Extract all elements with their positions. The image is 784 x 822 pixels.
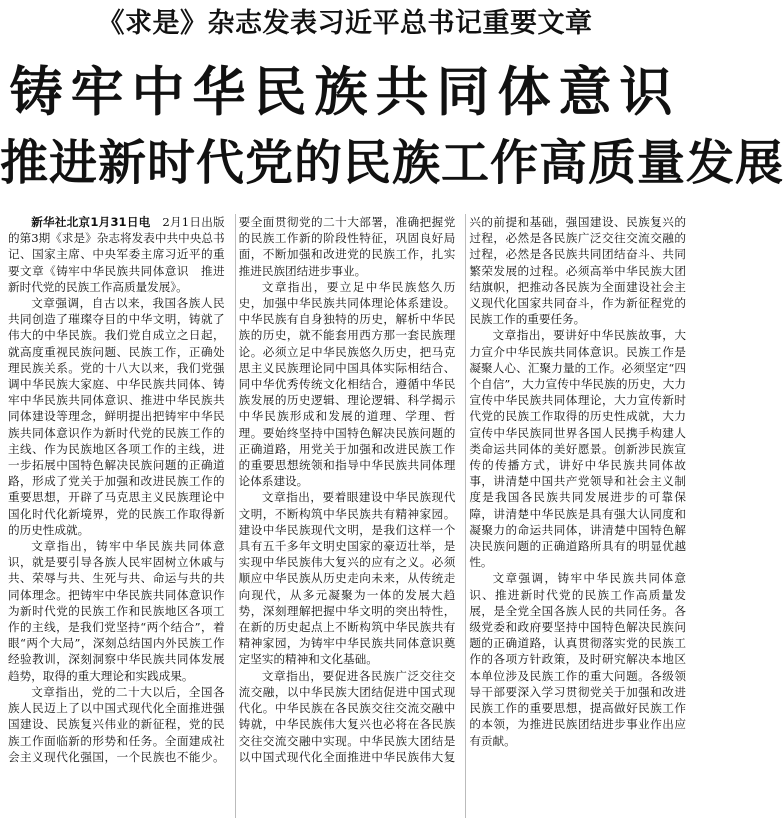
dateline: 新华社北京1月31日电 (31, 215, 151, 229)
article-body (8, 214, 686, 818)
article-paragraph: 文章强调，自古以来，我国各族人民共同创造了璀璨夺目的中华文明，铸就了伟大的中华民族。我们党自成立之日起，就高度重视民族问题、民族工作，正确处理民族关系。党的十八大以来，我们党强调中华民族大家庭、中华民族共同体、铸牢中华民族共同体意识、推进中华民族共同体建设等理念，鲜明提出把铸牢中华民族共同体意识作为新时代党的民族工作的主线、作为民族地区各项工作的主线，进一步拓展中国特色解决民族问题的正确道路，形成了党关于加强和改进民族工作的重要思想，开辟了马克思主义民族理论中国化时代化新境界，党的民族工作取得新的历史性成就。 (8, 296, 225, 537)
article-paragraph: 新华社北京1月31日电 2月1日出版的第3期《求是》杂志将发表中共中央总书记、国家主席、中央军委主席习近平的重要文章《铸牢中华民族共同体意识 推进新时代党的民族工作高质量发展》。 (8, 215, 225, 294)
headline-line-1: 铸牢中华民族共同体意识 (9, 62, 681, 123)
kicker-line: 《求是》杂志发表习近平总书记重要文章 (97, 8, 593, 39)
headline-line-2: 推进新时代党的民族工作高质量发展 (0, 135, 784, 191)
article-paragraph: 文章指出，要着眼建设中华民族现代文明，不断构筑中华民族共有精神家园。建设中华民族现代文明，是我们这样一个具有五千多年文明史国家的豪迈壮举，是实现中华民族伟大复兴的应有之义。必须顺应中华民族从历史走向未来，从传统走向现代，从多元凝聚为一体的发展大趋势，深刻理解把握中华文明的突出特性，在新的历史起点上不断构筑中华民族共有精神家园，为铸牢中华民族共同体意识奠定坚实的精神和文化基础。 (238, 490, 456, 667)
article-paragraph: 文章指出，铸牢中华民族共同体意识，就是要引导各族人民牢固树立休戚与共、荣辱与共、生死与共、命运与共的共同体理念。把铸牢中华民族共同体意识作为新时代党的民族工作和民族地区各项工作的主线，是我们党坚持“两个结合”，着眼“两个大局”，深刻总结国内外民族工作经验教训，深刻洞察中华民族共同体发展趋势，取得的重大理论和实践成果。 (8, 539, 225, 683)
article-paragraph: 文章指出，党的二十大以后，全国各族人民迈上了以中国式现代化全面推进强国建设、民族复兴伟业的新征程，党的民族工作面临新的形势和任务。全面建成社会主义现代化强国，一个民族也不能少。要全面贯彻党的二十大部署，准确把握党的民族工作新的阶段性特征，巩固良好局面，不断加强和改进党的民族工作，扎实推进民族团结进步事业。 (8, 215, 456, 764)
article-paragraph: 文章指出，要讲好中华民族故事，大力宣介中华民族共同体意识。民族工作是凝聚人心、汇聚力量的工作。必须坚定“四个自信”，大力宣传中华民族的历史，大力宣传中华民族共同体理论，大力宣传新时代党的民族工作取得的历史性成就，大力宣传中华民族同世界各国人民携手构建人类命运共同体的美好愿景。创新涉民族宣传的传播方式，讲好中华民族共同体故事，讲清楚中国共产党领导和社会主义制度是我国各民族共同发展进步的可靠保障，讲清楚中华民族是具有强大认同度和凝聚力的命运共同体，讲清楚中国特色解决民族问题的正确道路所具有的明显优越性。 (469, 328, 686, 570)
article-paragraph: 文章指出，要促进各民族广泛交往交流交融，以中华民族大团结促进中国式现代化。中华民族在各民族交往交流交融中铸就，中华民族伟大复兴也必将在各民族交往交流交融中实现。中华民族大团结是以中国式现代化全面推进中华民族伟大复兴的前提和基础，强国建设、民族复兴的过程，必然是各民族广泛交往交流交融的过程，必然是各民族共同团结奋斗、共同繁荣发展的过程。必须高举中华民族大团结旗帜，把推动各民族为全面建设社会主义现代化国家共同奋斗，作为新征程党的民族工作的重要任务。 (238, 215, 686, 764)
article-paragraph: 文章指出，要立足中华民族悠久历史，加强中华民族共同体理论体系建设。中华民族有自身独特的历史，解析中华民族的历史，就不能套用西方那一套民族理论。必须立足中华民族悠久历史，把马克思主义民族理论同中国具体实际相结合、同中华优秀传统文化相结合，遵循中华民族发展的历史逻辑、理论逻辑、科学揭示中华民族形成和发展的道理、学理、哲理。要始终坚持中国特色解决民族问题的正确道路，用党关于加强和改进民族工作的重要思想统领和指导中华民族共同体理论体系建设。 (238, 279, 456, 489)
article-paragraph: 文章强调，铸牢中华民族共同体意识、推进新时代党的民族工作高质量发展，是全党全国各族人民的共同任务。各级党委和政府要坚持中国特色解决民族问题的正确道路，认真贯彻落实党的民族工作的各项方针政策，及时研究解决本地区本单位涉及民族工作的重大问题。各级领导干部要深入学习贯彻党关于加强和改进民族工作的重要思想，提高做好民族工作的本领，为推进民族团结进步事业作出应有贡献。 (469, 571, 686, 748)
